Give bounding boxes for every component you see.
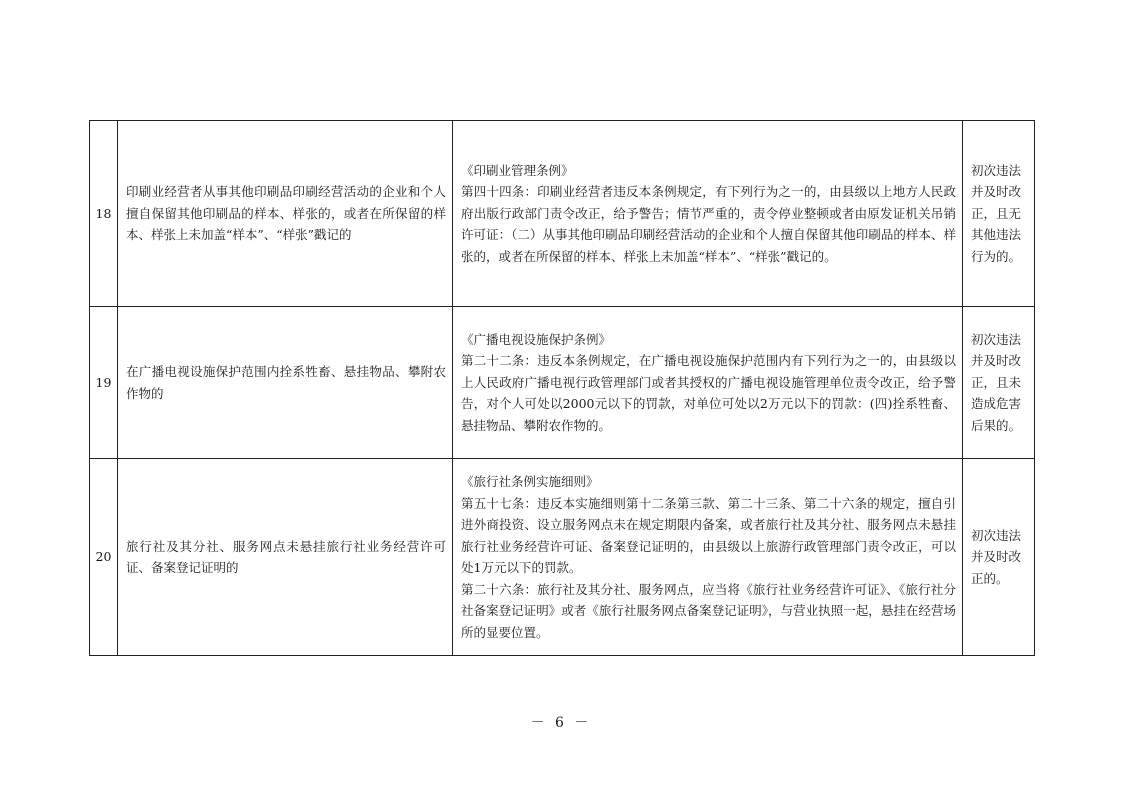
row-number: 19: [90, 307, 118, 459]
row-number: 18: [90, 121, 118, 307]
law-title: 《旅行社条例实施细则》: [461, 474, 599, 489]
exemption-condition: 初次违法并及时改正，且无其他违法行为的。: [963, 121, 1035, 307]
legal-basis: [453, 307, 963, 459]
violation-description: 在广播电视设施保护范围内拴系牲畜、悬挂物品、攀附农作物的: [118, 307, 453, 459]
law-article: 第四十四条：印刷业经营者违反本条例规定，有下列行为之一的，由县级以上地方人民政府出版行政部门责令改正，给予警告；情节严重的，责令停业整顿或者由原发证机关吊销许可证：（二）从事其他印刷品印刷经营活动的企业和个人擅自保留其他印刷品的样本、样张的，或者在所保留的样本、样张上未加盖“样本”、“样张”戳记的。: [461, 184, 956, 264]
legal-basis: [453, 459, 963, 656]
law-article: 第五十七条：违反本实施细则第十二条第三款、第二十三条、第二十六条的规定，擅自引进外商投资、设立服务网点未在规定期限内备案，或者旅行社及其分社、服务网点未悬挂旅行社业务经营许可证、备案登记证明的，由县级以上旅游行政管理部门责令改正，可以处1万元以下的罚款。: [461, 495, 956, 575]
law-title: 《广播电视设施保护条例》: [461, 331, 612, 347]
law-title: 《印刷业管理条例》: [461, 162, 574, 178]
law-article: 第二十二条：违反本条例规定，在广播电视设施保护范围内有下列行为之一的，由县级以上人民政府广播电视行政管理部门或者其授权的广播电视设施管理单位责令改正，给予警告，对个人可处以2000元以下的罚款，对单位可处以2万元以下的罚款：(四)拴系牲畜、悬挂物品、攀附农作物的。: [461, 353, 956, 433]
exemption-condition: 初次违法并及时改正，且未造成危害后果的。: [963, 307, 1035, 459]
table-row: [90, 121, 1035, 307]
page-number: － 6 －: [530, 715, 592, 731]
row-number: 20: [90, 459, 118, 656]
violation-description: 旅行社及其分社、服务网点未悬挂旅行社业务经营许可证、备案登记证明的: [118, 459, 453, 656]
law-article: 第二十六条：旅行社及其分社、服务网点，应当将《旅行社业务经营许可证》、《旅行社分社备案登记证明》或者《旅行社服务网点备案登记证明》，与营业执照一起，悬挂在经营场所的显要位置。: [461, 581, 956, 640]
exemption-condition: 初次违法并及时改正的。: [963, 459, 1035, 656]
legal-basis: [453, 121, 963, 307]
table-row: [90, 459, 1035, 656]
table-row: [90, 307, 1035, 459]
violation-description: 印刷业经营者从事其他印刷品印刷经营活动的企业和个人擅自保留其他印刷品的样本、样张的，或者在所保留的样本、样张上未加盖“样本”、“样张”戳记的: [118, 121, 453, 307]
penalty-exemption-table: [89, 120, 1035, 656]
